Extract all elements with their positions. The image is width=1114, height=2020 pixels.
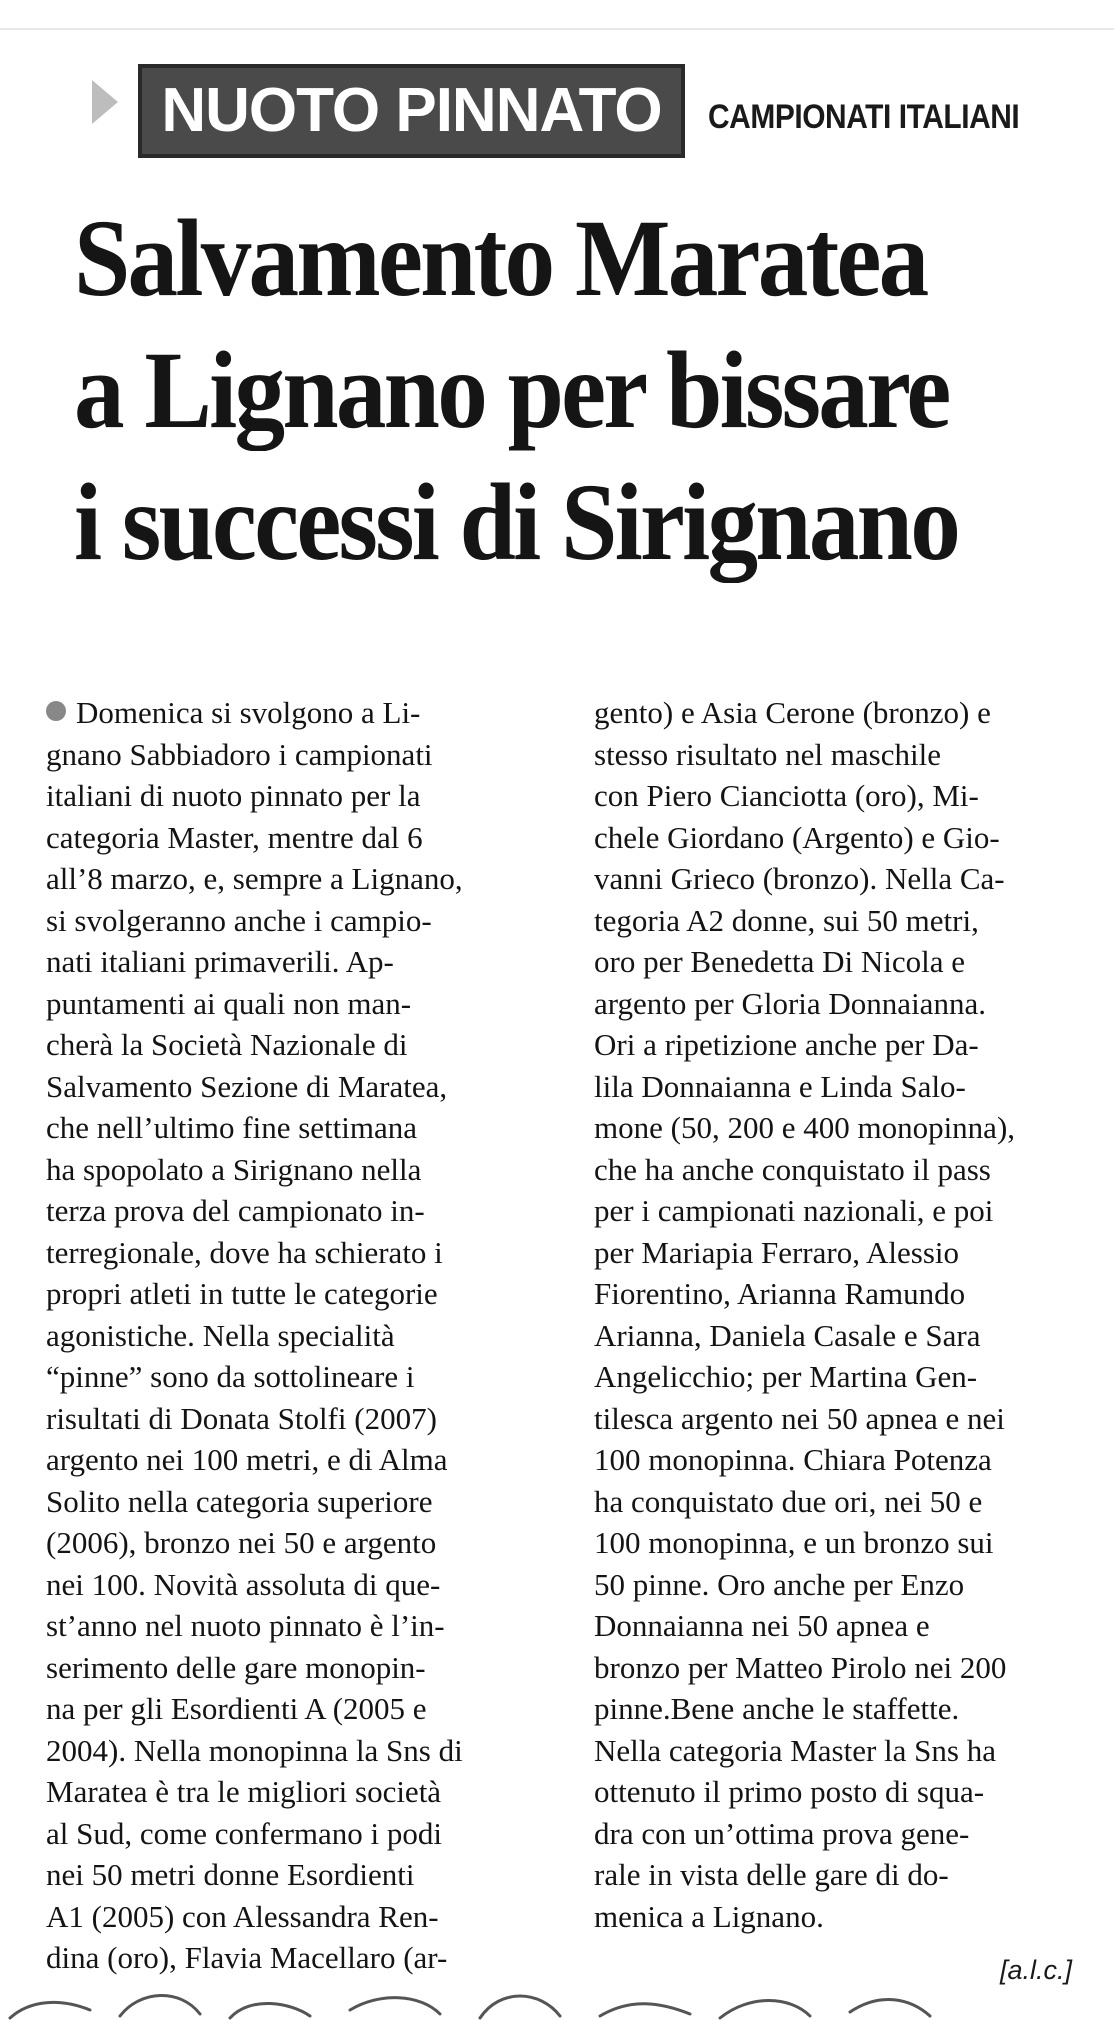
article-line: risultati di Donata Stolfi (2007) [46, 1400, 437, 1436]
article-line [46, 692, 566, 734]
arrow-icon [92, 80, 118, 124]
article-line: lila Donnaianna e Linda Salo- [594, 1068, 966, 1104]
headline-line: a Lignano per bissare [74, 329, 949, 451]
article-line: terza prova del campionato in- [46, 1193, 425, 1228]
article-line: ha spopolato a Sirignano nella [46, 1151, 422, 1187]
article-line: menica a Lignano. [594, 1898, 824, 1934]
headline [74, 192, 1114, 588]
article-line: vanni Grieco (bronzo). Nella Ca- [594, 861, 1005, 896]
bullet-icon [46, 701, 66, 721]
article-line: A1 (2005) con Alessandra Ren- [46, 1898, 439, 1934]
article-line: tilesca argento nei 50 apnea e nei [594, 1400, 1005, 1436]
article-line-text: Domenica si svolgono a Li- [76, 695, 421, 730]
article-line: nati italiani primaverili. Ap- [46, 944, 394, 979]
headline-line: i successi di Sirignano [74, 461, 959, 583]
article-line: Maratea è tra le migliori società [46, 1774, 442, 1809]
article-line: “pinne” sono da sottolineare i [46, 1359, 415, 1394]
article-line: Fiorentino, Arianna Ramundo [594, 1276, 966, 1311]
article-line: oro per Benedetta Di Nicola e [594, 944, 965, 979]
article-line: stesso risultato nel maschile [594, 736, 941, 772]
article-line: mone (50, 200 e 400 monopinna), [594, 1110, 1016, 1145]
article-line: ha conquistato due ori, nei 50 e [594, 1483, 983, 1519]
article-line: Solito nella categoria superiore [46, 1483, 433, 1519]
article-line: na per gli Esordienti A (2005 e [46, 1691, 427, 1726]
article-line: puntamenti ai quali non man- [46, 985, 412, 1021]
article-line: gnano Sabbiadoro i campionati [46, 736, 433, 772]
byline: [a.l.c.] [1000, 1955, 1073, 1985]
article-line: tegoria A2 donne, sui 50 metri, [594, 902, 979, 938]
article-line: cherà la Società Nazionale di [46, 1027, 408, 1062]
headline-line: Salvamento Maratea [74, 197, 927, 319]
article-line: 100 monopinna, e un bronzo sui [594, 1525, 994, 1560]
handwritten-scribble [0, 1980, 1114, 2020]
article-line: con Piero Cianciotta (oro), Mi- [594, 778, 979, 813]
scan-edge-line [0, 28, 1114, 30]
article-line: ottenuto il primo posto di squa- [594, 1774, 985, 1809]
article-line: Ori a ripetizione anche per Da- [594, 1027, 979, 1062]
article-line: si svolgeranno anche i campio- [46, 902, 432, 938]
article-line: argento nei 100 metri, e di Alma [46, 1442, 448, 1477]
article-line: serimento delle gare monopin- [46, 1649, 426, 1685]
article-line: 100 monopinna. Chiara Potenza [594, 1442, 992, 1477]
article-line: nei 50 metri donne Esordienti [46, 1857, 415, 1892]
article-line: nei 100. Novità assoluta di que- [46, 1566, 441, 1602]
article-line: dra con un’ottima prova gene- [594, 1815, 970, 1851]
article-line: chele Giordano (Argento) e Gio- [594, 819, 1000, 855]
article-line: categoria Master, mentre dal 6 [46, 819, 423, 855]
kicker-text: NUOTO PINNATO [161, 76, 662, 145]
article-line: st’anno nel nuoto pinnato è l’in- [46, 1608, 445, 1643]
article-line: Donnaianna nei 50 apnea e [594, 1608, 930, 1643]
article-line: 50 pinne. Oro anche per Enzo [594, 1566, 965, 1602]
article-column-right [594, 692, 1114, 1937]
article-line: terregionale, dove ha schierato i [46, 1234, 443, 1270]
article-line: (2006), bronzo nei 50 e argento [46, 1525, 437, 1560]
article-line: al Sud, come confermano i podi [46, 1815, 443, 1851]
article-line: Salvamento Sezione di Maratea, [46, 1068, 448, 1104]
article-line: che ha anche conquistato il pass [594, 1151, 991, 1187]
article-line: propri atleti in tutte le categorie [46, 1276, 438, 1311]
article-column-left [46, 692, 566, 1979]
article-line: Angelicchio; per Martina Gen- [594, 1359, 978, 1394]
kicker-banner [138, 64, 685, 158]
article-line: 2004). Nella monopinna la Sns di [46, 1732, 463, 1768]
article-line: Arianna, Daniela Casale e Sara [594, 1317, 981, 1353]
article-line: rale in vista delle gare di do- [594, 1857, 949, 1892]
article-line: per Mariapia Ferraro, Alessio [594, 1234, 959, 1270]
article-line: all’8 marzo, e, sempre a Lignano, [46, 861, 463, 896]
article-line: che nell’ultimo fine settimana [46, 1110, 418, 1145]
article-line: pinne.Bene anche le staffette. [594, 1691, 960, 1726]
article-line: italiani di nuoto pinnato per la [46, 778, 421, 813]
article-line: bronzo per Matteo Pirolo nei 200 [594, 1649, 1007, 1685]
article-line: dina (oro), Flavia Macellaro (ar- [46, 1940, 448, 1975]
article-line: gento) e Asia Cerone (bronzo) e [594, 695, 991, 730]
article-line: per i campionati nazionali, e poi [594, 1193, 994, 1228]
article-line: agonistiche. Nella specialità [46, 1317, 395, 1353]
article-line: Nella categoria Master la Sns ha [594, 1732, 996, 1768]
article-line: argento per Gloria Donnaianna. [594, 985, 986, 1021]
section-label: CAMPIONATI ITALIANI [708, 98, 1020, 136]
